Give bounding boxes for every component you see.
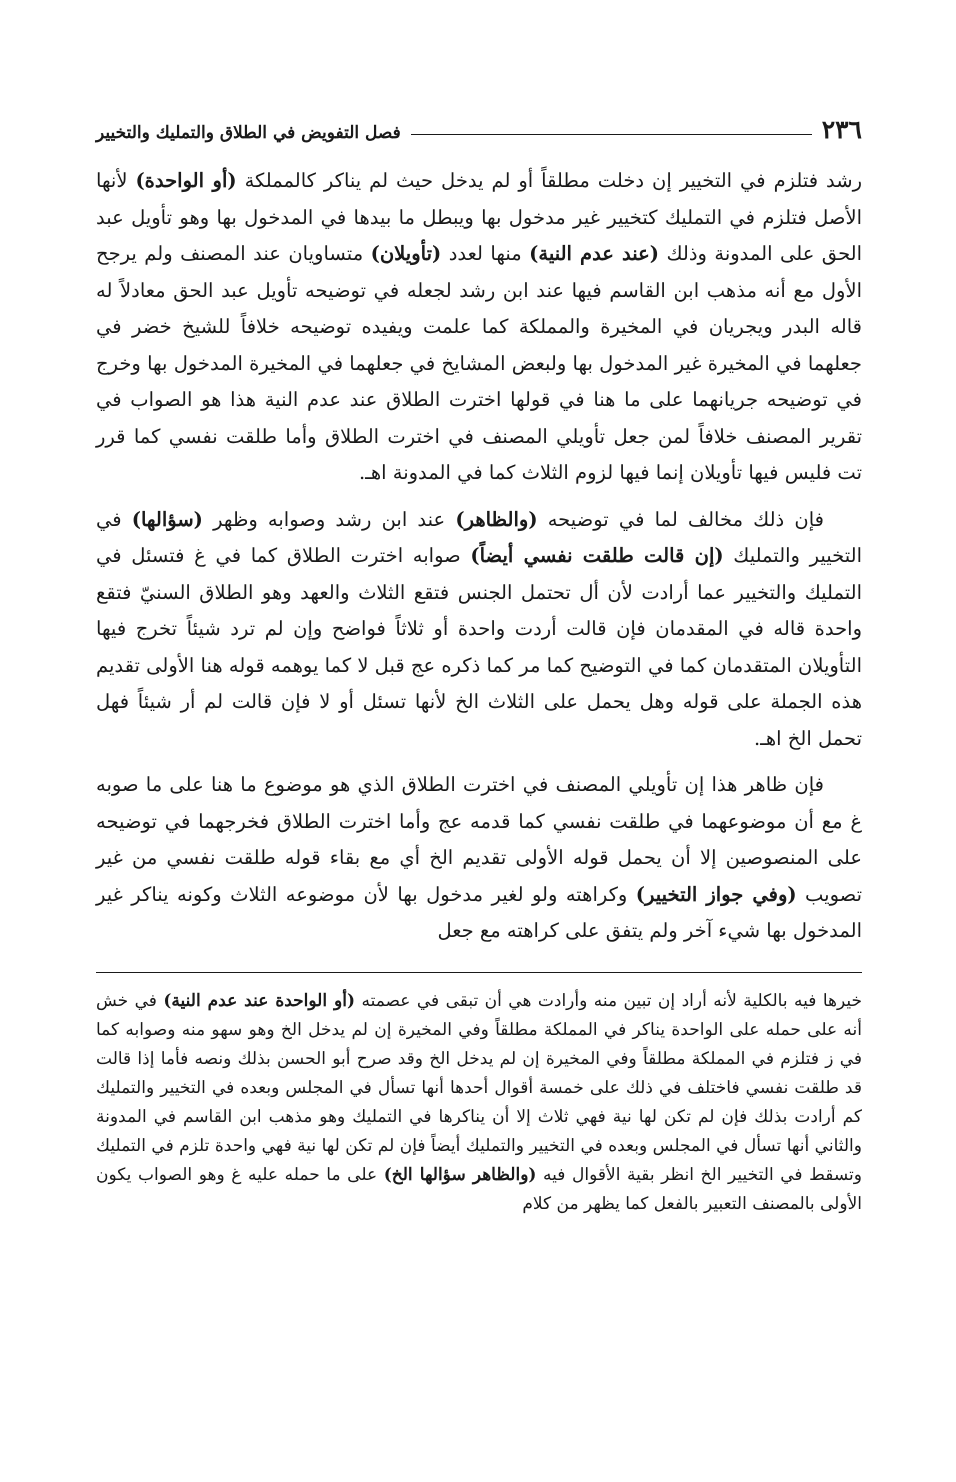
footnote-1 xyxy=(96,987,862,1219)
bold-term: (تأويلان) xyxy=(370,242,442,265)
running-head xyxy=(96,104,862,142)
text-run: فإن ذلك مخالف لما في توضيحه xyxy=(537,507,824,531)
text-run: فإن ظاهر هذا إن تأويلي المصنف في اخترت الطلاق الذي هو موضوع ما هنا على ما صوبه غ مع أن موضوعهما في طلقت نفسي كما قدمه عج وأما اخترت الطلاق فخرجهما في توضيحه على المنصوصين إلا أن يحمل قوله الأولى تقديم الخ أي مع بقاء قوله طلقت نفسي من غير تصويب xyxy=(96,773,863,906)
bold-term: (والظاهر سؤالها الخ) xyxy=(383,1164,537,1185)
chapter-title: فصل التفويض في الطلاق والتمليك والتخيير xyxy=(96,123,401,143)
text-run: في التخيير والتمليك xyxy=(96,507,862,567)
text-run: على ما حمله عليه غ وهو الصواب يكون الأولى بالمصنف التعبير بالفعل كما يظهر من كلام xyxy=(96,1164,862,1214)
text-run: رشد فتلزم في التخيير إن دخلت مطلقاً أو لم يدخل حيث لم يناكر كالمملكة xyxy=(236,169,862,192)
text-run: خيرها فيه بالكلية لأنه أراد إن تبين منه وأرادت هي أن تبقى في عصمته xyxy=(355,990,862,1011)
text-run: صوابه اخترت الطلاق كما في غ فتسئل في التمليك والتخيير عما أرادت لأن أل تحتمل الجنس فتقع الثلاث والعهد وهو الطلاق السنيّ فتقع واحدة قاله في المقدمان فإن قالت أردت واحدة أو ثلاثاً فواضح وإن لم ترد شيئاً تخرج فيها التأويلان المتقدمان كما في التوضيح كما مر كما ذكره عج قبل لا كما يوهمه قوله هنا الأولى تقديم هذه الجملة على قوله وهل يحمل على الثلاث الخ لأنها تسئل أو لا فإن قالت لم أر شيئاً فهل تحمل الخ اهـ. xyxy=(96,544,862,750)
paragraph-3 xyxy=(96,767,862,950)
text-run: لأنها الأصل فتلزم في التمليك كتخيير غير مدخول بها ويبطل ما بيدها في المدخول بها وهو تأويل عبد الحق على المدونة وذلك xyxy=(96,169,863,265)
main-text xyxy=(96,163,862,950)
bold-term: (أو الواحدة عند عدم النية) xyxy=(163,990,356,1011)
text-run: منها لعدد xyxy=(441,242,530,265)
text-run: وكراهته ولو لغير مدخول بها لأن موضوعه الثلاث وكونه يناكر غير المدخول بها شيء آخر ولم يتفق على كراهته مع جعل xyxy=(96,882,862,942)
bold-term: (عند عدم النية) xyxy=(529,242,659,265)
text-run: في خش أنه على حمله على الواحدة يناكر في المملكة مطلقاً وفي المخيرة إن لم يدخل الخ وهو سهو منه وصوابه كما في ز فتلزم في المملكة مطلقاً وفي المخيرة إن لم يدخل الخ وقد صرح أبو الحسن بذلك ونصه فأما إذا قالت قد طلقت نفسي فاختلف في ذلك على خمسة أقوال أحدها أنها تسأل في المجلس وبعده في التخيير والتمليك كم أرادت بذلك فإن لم تكن لها نية فهي ثلاث إلا أن يناكرها في التمليك وهو مذهب ابن القاسم في المدونة والثاني أنها تسأل في المجلس وبعده في التخيير والتمليك أيضاً فإن لم تكن لها نية فهي واحدة تلزم في التمليك وتسقط في التخيير الخ انظر بقية الأقوال فيه xyxy=(96,990,862,1185)
footnotes xyxy=(96,987,862,1219)
text-run: متساويان عند المصنف ولم يرجح الأول مع أنه مذهب ابن القاسم فيها عند ابن رشد لجعله في توضيحه تأويل عبد الحق معادلاً له قاله البدر ويجريان في المخيرة والمملكة كما علمت ويفيده توضيحه خلافاً للشيخ خضر في جعلهما في المخيرة غير المدخول بها ولبعض المشايخ في جعلهما في المخيرة المدخول بها وخرج في توضيحه جريانهما على ما هنا في قولها اخترت الطلاق عند عدم النية هذا هو الصواب في تقرير المصنف خلافاً لمن جعل تأويلي المصنف في اخترت الطلاق وأما طلقت نفسي كما قرر تت فليس فيها تأويلان إنما فيها لزوم الثلاث كما في المدونة اهـ. xyxy=(96,242,862,484)
bold-term: (أو الواحدة) xyxy=(135,169,237,192)
bold-term: (وفي جواز التخيير) xyxy=(635,882,797,906)
bold-term: (والظاهر) xyxy=(455,507,538,531)
bold-term: (إن قالت طلقت نفسي أيضاً) xyxy=(470,544,724,567)
page xyxy=(96,104,862,1404)
page-number: ٢٣٦ xyxy=(821,115,862,144)
header-rule xyxy=(411,134,812,135)
paragraph-1 xyxy=(96,163,862,492)
paragraph-2 xyxy=(96,502,862,758)
bold-term: (سؤالها) xyxy=(131,507,203,531)
text-run: عند ابن رشد وصوابه وظهر xyxy=(202,507,456,531)
footnote-separator xyxy=(96,972,862,973)
